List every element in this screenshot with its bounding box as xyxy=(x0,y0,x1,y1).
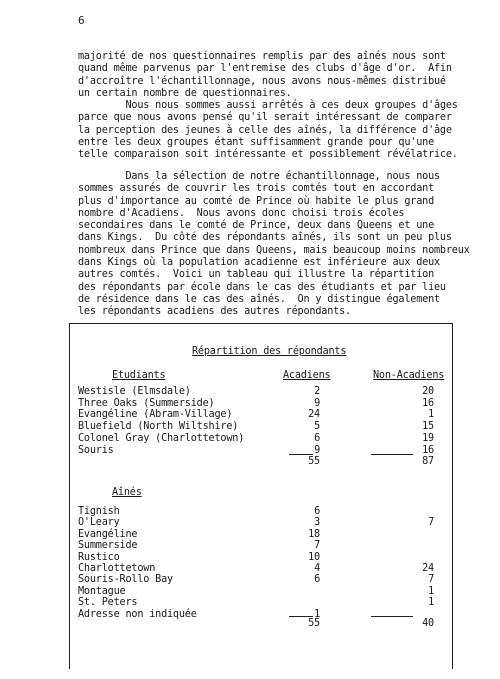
respondents-table xyxy=(69,323,453,669)
table-row xyxy=(78,433,448,445)
table-row xyxy=(78,540,448,552)
table-row xyxy=(78,386,448,398)
row-non-acadiens: 1 xyxy=(428,585,434,597)
etudiants-total-row xyxy=(78,456,448,468)
table-row xyxy=(78,409,448,421)
row-non-acadiens: 1 xyxy=(428,597,434,609)
etudiants-total-acadiens: 55 xyxy=(308,456,320,467)
row-non-acadiens: 16 xyxy=(422,397,434,409)
row-acadiens: 1 xyxy=(314,608,320,620)
paragraph-2: Nous nous sommes aussi arrêtés à ces deux groupes d'âges parce que nous avons pensé qu'il serait intéressant de comparer la perception des jeunes à celle des aînés, la différence d'âge entre les deux groupes étant suffisamment grande pour qu'une telle comparaison soit intéressante et possiblement révélatrice. xyxy=(78,100,458,161)
table-row xyxy=(78,563,448,575)
header-non-acadiens: Non-Acadiens xyxy=(373,370,445,381)
row-acadiens: 7 xyxy=(314,540,320,552)
row-non-acadiens: 24 xyxy=(422,563,434,574)
row-acadiens: 6 xyxy=(314,506,320,517)
row-label: Colonel Gray (Charlottetown) xyxy=(78,432,245,444)
row-label: Rustico xyxy=(78,551,120,563)
row-non-acadiens: 1 xyxy=(428,409,434,421)
header-acadiens: Acadiens xyxy=(283,370,331,381)
table-row xyxy=(78,597,448,609)
row-label: St. Peters xyxy=(78,597,138,609)
page-number: 6 xyxy=(78,14,85,27)
row-label: Tignish xyxy=(78,506,120,517)
header-etudiants: Etudiants xyxy=(112,370,166,381)
row-acadiens: 18 xyxy=(308,528,320,540)
row-acadiens: 6 xyxy=(314,574,320,586)
row-acadiens: 10 xyxy=(308,551,320,563)
row-label: Three Oaks (Summerside) xyxy=(78,397,215,409)
row-label: Adresse non indiquée xyxy=(78,608,197,620)
table-row xyxy=(78,421,448,433)
aines-total-non-acadiens: 40 xyxy=(422,618,434,629)
header-aines: Aînés xyxy=(112,487,142,498)
table-row xyxy=(78,517,448,529)
table-row xyxy=(78,586,448,598)
row-acadiens: 2 xyxy=(314,386,320,397)
table-row xyxy=(78,506,448,518)
row-label: Bluefield (North Wiltshire) xyxy=(78,421,239,433)
table-row xyxy=(78,574,448,586)
total-rule-acadiens-etudiants xyxy=(289,454,313,455)
total-rule-non-acadiens-aines xyxy=(371,616,413,617)
table-title: Répartition des répondants xyxy=(192,346,347,357)
row-non-acadiens: 7 xyxy=(428,517,434,529)
etudiants-total-non-acadiens: 87 xyxy=(422,456,434,467)
table-row xyxy=(78,552,448,564)
row-label: Evangéline (Abram-Village) xyxy=(78,409,233,421)
row-acadiens: 4 xyxy=(314,563,320,574)
row-acadiens: 3 xyxy=(314,517,320,529)
row-acadiens: 5 xyxy=(314,421,320,433)
row-acadiens: 9 xyxy=(314,397,320,409)
total-rule-acadiens-aines xyxy=(289,616,313,617)
row-label: O'Leary xyxy=(78,517,120,529)
row-label: Souris-Rollo Bay xyxy=(78,574,173,586)
row-non-acadiens: 7 xyxy=(428,574,434,586)
row-label: Westisle (Elmsdale) xyxy=(78,386,191,397)
paragraph-1: majorité de nos questionnaires remplis par des aînés nous sont quand même parvenus par l'entremise des clubs d'âge d'or. Afin d'accroître l'échantillonnage, nous avons nous-mêmes distribué un certain nombre de questionnaires. xyxy=(78,51,452,99)
row-acadiens: 6 xyxy=(314,432,320,444)
row-non-acadiens: 19 xyxy=(422,432,434,444)
aines-total-acadiens: 55 xyxy=(308,618,320,629)
paragraph-3: Dans la sélection de notre échantillonnage, nous nous sommes assurés de couvrir les trois comtés tout en accordant plus d'importance au comté de Prince où habite le plus grand nombre d'Acadiens. Nous avons donc choisi trois écoles secondaires dans le comté de Prince, deux dans Queens et une dans Kings. Du côté des répondants aînés, ils sont un peu plus nombreux dans Prince que dans Queens, mais beaucoup moins nombreux dans Kings où la population acadienne est inférieure aux deux autres comtés. Voici un tableau qui illustre la répartition des répondants par école dans le cas des étudiants et par lieu de résidence dans le cas des aînés. On y distingue également les répondants acadiens des autres répondants. xyxy=(78,171,470,318)
table-row xyxy=(78,398,448,410)
row-label: Souris xyxy=(78,444,114,456)
row-label: Montague xyxy=(78,585,126,597)
row-non-acadiens: 15 xyxy=(422,421,434,433)
row-label: Charlottetown xyxy=(78,563,156,574)
total-rule-non-acadiens-etudiants xyxy=(371,454,413,455)
row-non-acadiens: 20 xyxy=(422,386,434,397)
row-acadiens: 24 xyxy=(308,409,320,421)
table-row xyxy=(78,529,448,541)
row-label: Summerside xyxy=(78,540,138,552)
row-non-acadiens: 16 xyxy=(422,444,434,456)
row-acadiens: 9 xyxy=(314,444,320,456)
row-label: Evangéline xyxy=(78,528,138,540)
aines-total-row xyxy=(78,618,448,630)
